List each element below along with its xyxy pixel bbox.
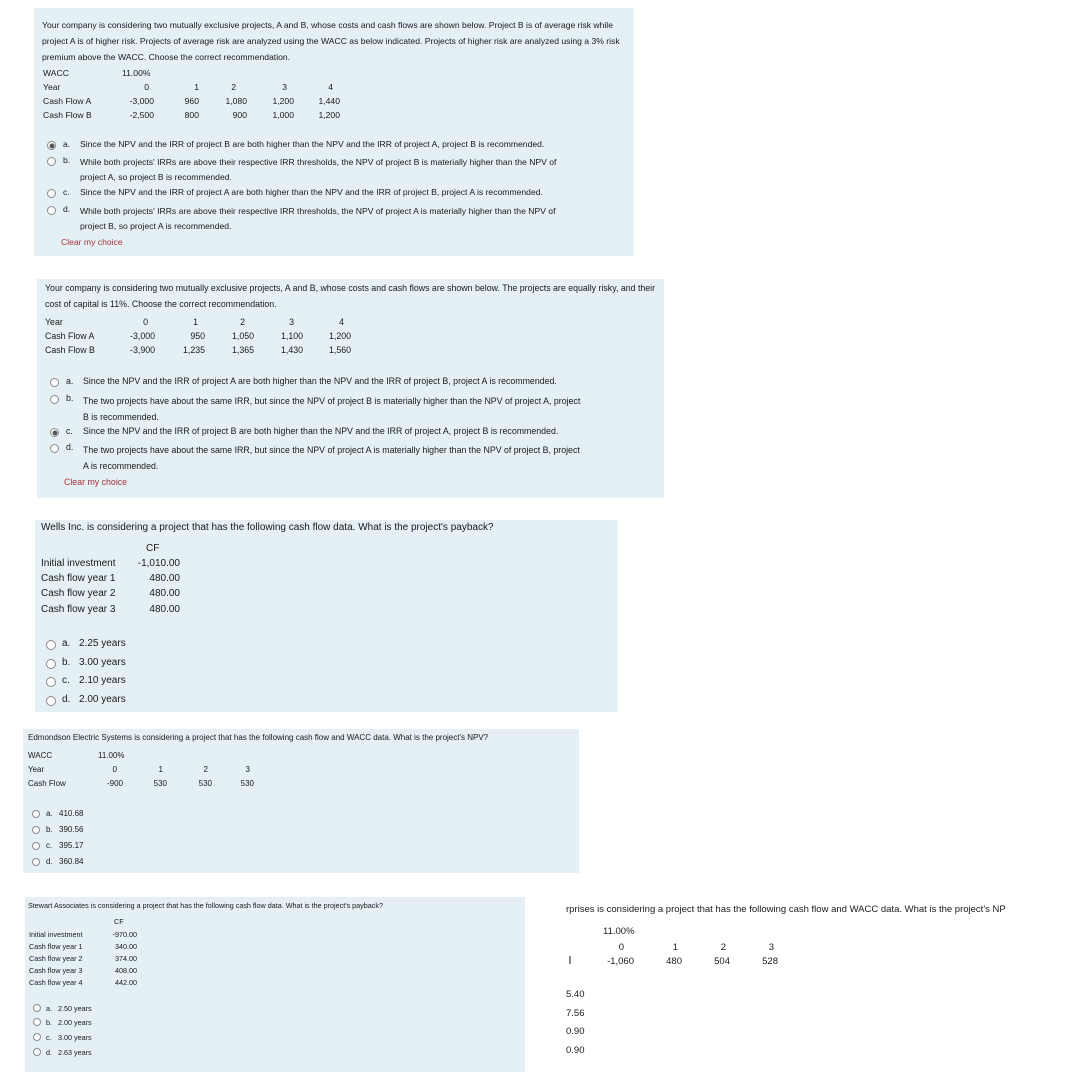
option-text: 2.50 years [58, 1004, 92, 1013]
radio-button[interactable] [47, 189, 56, 198]
option-text: While both projects' IRRs are above their respective IRR thresholds, the NPV of project A is materially higher than the NPV of [80, 206, 556, 216]
option-c[interactable] [32, 841, 83, 850]
question-6-text: rprises is considering a project that has the following cash flow and WACC data. What is the project's NP [566, 904, 1006, 915]
option-letter: b. [46, 825, 53, 834]
cash-flow-label: Cash Flow [28, 779, 66, 788]
option-letter: a. [46, 1004, 52, 1013]
radio-button[interactable] [33, 1004, 41, 1012]
year-1: 1 [194, 82, 199, 92]
option-text: Since the NPV and the IRR of project B are both higher than the NPV and the IRR of project A, project B is recommended. [80, 139, 545, 149]
option-b[interactable] [32, 825, 83, 834]
year-3: 3 [768, 942, 774, 953]
radio-button-selected[interactable] [50, 428, 59, 437]
year-3: 3 [245, 765, 250, 774]
option-d[interactable] [33, 1048, 92, 1057]
cf-header: CF [114, 917, 124, 926]
option-letter: a. [63, 139, 71, 149]
cf-header: CF [146, 543, 160, 554]
year-0: 0 [144, 82, 149, 92]
wacc-value: 11.00% [122, 68, 151, 78]
option-text: 2.25 years [79, 638, 126, 649]
question-4-text: Edmondson Electric Systems is considering a project that has the following cash flow and WACC data. What is the project's NPV? [28, 733, 489, 742]
option-text: 410.68 [59, 809, 84, 818]
option-b[interactable] [33, 1018, 92, 1027]
year-1: 1 [193, 317, 198, 327]
option-letter: b. [66, 393, 74, 403]
year-label: Year [28, 765, 45, 774]
option-letter: d. [62, 694, 71, 705]
radio-button[interactable] [46, 677, 56, 687]
cash-flow-1: 530 [153, 779, 167, 788]
wacc-value: 11.00% [603, 926, 635, 937]
option-a[interactable] [47, 139, 544, 150]
option-text: 2.10 years [79, 675, 126, 686]
option-c[interactable] [33, 1033, 92, 1042]
cash-flow-year-4-value: 442.00 [115, 978, 137, 987]
option-letter: d. [46, 857, 53, 866]
option-letter: a. [46, 809, 53, 818]
cash-flow-year-1-value: 340.00 [115, 942, 137, 951]
cash-flow-year-2-label: Cash flow year 2 [29, 954, 83, 963]
cash-flow-year-3-value: 480.00 [149, 604, 180, 615]
option-text: 3.00 years [58, 1033, 92, 1042]
clear-choice-link[interactable]: Clear my choice [64, 477, 128, 487]
radio-button[interactable] [47, 157, 56, 166]
question-2-text: Your company is considering two mutually exclusive projects, A and B, whose costs and cash flows are shown below. The projects are equally risky, and their cost of capital is 11%. Choose the correct recommendation. [45, 283, 656, 309]
year-4: 4 [339, 317, 344, 327]
cash-flow-b-4: 1,200 [318, 110, 340, 120]
cash-flow-a-label: Cash Flow A [43, 96, 92, 106]
cash-flow-2: 504 [714, 956, 730, 967]
cash-flow-b-3: 1,000 [272, 110, 294, 120]
cash-flow-0: -900 [106, 779, 123, 788]
radio-button[interactable] [32, 826, 40, 834]
question-3-panel [35, 520, 618, 712]
option-text: 2.00 years [58, 1018, 92, 1027]
option-letter: c. [63, 187, 70, 197]
cash-flow-3: 528 [762, 956, 778, 967]
cash-flow-year-2-label: Cash flow year 2 [41, 588, 116, 599]
radio-button[interactable] [46, 696, 56, 706]
cash-flow-b-1: 1,235 [182, 345, 205, 355]
option-text: The two projects have about the same IRR, but since the NPV of project A is materially higher than the NPV of project B, project [83, 445, 580, 455]
option-text: Since the NPV and the IRR of project A are both higher than the NPV and the IRR of project B, project A is recommended. [80, 187, 543, 197]
year-4: 4 [328, 82, 333, 92]
partial-radio-mark [569, 956, 571, 964]
cash-flow-year-3-value: 408.00 [115, 966, 137, 975]
radio-button[interactable] [50, 378, 59, 387]
option-text-continued: project B, so project A is recommended. [80, 221, 232, 231]
option-d[interactable] [50, 442, 580, 474]
initial-investment-value: -1,010.00 [137, 558, 180, 569]
option-text: Since the NPV and the IRR of project B are both higher than the NPV and the IRR of project A, project B is recommended. [83, 426, 559, 436]
year-2: 2 [720, 942, 726, 953]
option-letter: b. [46, 1018, 52, 1027]
option-text: 360.84 [59, 857, 84, 866]
radio-button[interactable] [46, 640, 56, 650]
question-5-text: Stewart Associates is considering a project that has the following cash flow data. What is the project's payback? [28, 901, 383, 910]
cash-flow-b-1: 800 [184, 110, 199, 120]
option-a[interactable] [33, 1004, 92, 1013]
option-b[interactable] [50, 393, 580, 425]
radio-button-selected[interactable] [47, 141, 56, 150]
radio-button[interactable] [47, 206, 56, 215]
cash-flow-a-label: Cash Flow A [45, 331, 95, 341]
year-1: 1 [158, 765, 163, 774]
option-text: 395.17 [59, 841, 84, 850]
initial-investment-label: Initial investment [41, 558, 116, 569]
option-text-continued: A is recommended. [83, 461, 159, 471]
cash-flow-b-0: -2,500 [129, 110, 154, 120]
cash-flow-year-4-label: Cash flow year 4 [29, 978, 83, 987]
year-3: 3 [289, 317, 294, 327]
cash-flow-a-3: 1,100 [280, 331, 303, 341]
cash-flow-0: -1,060 [607, 956, 634, 967]
cash-flow-a-4: 1,200 [328, 331, 351, 341]
option-a-partial[interactable]: 5.40 [566, 989, 585, 1000]
option-text: 2.63 years [58, 1048, 92, 1057]
option-b-partial[interactable]: 7.56 [566, 1008, 585, 1019]
option-d[interactable] [32, 857, 83, 866]
initial-investment-value: -970.00 [112, 930, 137, 939]
year-0: 0 [618, 942, 624, 953]
year-label: Year [43, 82, 61, 92]
option-b[interactable] [47, 155, 556, 185]
option-a[interactable] [32, 809, 83, 818]
option-letter: c. [46, 841, 53, 850]
option-text: The two projects have about the same IRR, but since the NPV of project B is materially higher than the NPV of project A, project [83, 396, 581, 406]
question-6-fragment [566, 900, 1080, 1070]
cash-flow-b-4: 1,560 [328, 345, 351, 355]
cash-flow-a-3: 1,200 [272, 96, 294, 106]
wacc-value: 11.00% [98, 751, 125, 760]
radio-button[interactable] [33, 1018, 41, 1026]
option-letter: c. [62, 675, 70, 686]
wacc-label: WACC [43, 68, 69, 78]
option-text: 390.56 [59, 825, 84, 834]
question-5-panel [25, 897, 525, 1072]
cash-flow-year-2-value: 374.00 [115, 954, 137, 963]
question-1-panel [34, 8, 634, 256]
option-c[interactable] [50, 426, 558, 437]
option-letter: a. [66, 376, 74, 386]
initial-investment-label: Initial investment [29, 930, 83, 939]
radio-button[interactable] [50, 395, 59, 404]
option-text: 2.00 years [79, 694, 126, 705]
option-text: While both projects' IRRs are above their respective IRR thresholds, the NPV of project B is materially higher than the NPV of [80, 157, 557, 167]
question-4-panel [23, 729, 579, 873]
cash-flow-a-1: 960 [184, 96, 199, 106]
radio-button[interactable] [50, 444, 59, 453]
cash-flow-3: 530 [240, 779, 254, 788]
option-letter: d. [46, 1048, 52, 1057]
option-text-continued: B is recommended. [83, 412, 159, 422]
radio-button[interactable] [46, 659, 56, 669]
option-text: 3.00 years [79, 657, 126, 668]
radio-button[interactable] [32, 842, 40, 850]
radio-button[interactable] [33, 1033, 41, 1041]
option-text-continued: project A, so project B is recommended. [80, 172, 232, 182]
wacc-label: WACC [28, 751, 53, 760]
cash-flow-b-label: Cash Flow B [45, 345, 95, 355]
option-c-partial[interactable]: 0.90 [566, 1026, 585, 1037]
question-1-text: Your company is considering two mutually exclusive projects, A and B, whose costs and cash flows are shown below. Project B is of average risk while project A is of higher risk. Projects of average risk are analyzed using the WACC as below indicated. Projects of higher risk are analyzed using a 3% risk premium above the WACC. Choose the correct recommendation. [42, 20, 620, 62]
cash-flow-year-1-label: Cash flow year 1 [41, 573, 116, 584]
cash-flow-a-4: 1,440 [318, 96, 340, 106]
option-letter: c. [46, 1033, 52, 1042]
option-d[interactable] [46, 694, 126, 706]
cash-flow-b-3: 1,430 [280, 345, 303, 355]
cash-flow-a-1: 950 [190, 331, 205, 341]
year-2: 2 [231, 82, 236, 92]
option-c[interactable] [46, 675, 126, 687]
option-a[interactable] [50, 376, 557, 387]
cash-flow-a-2: 1,080 [225, 96, 247, 106]
cash-flow-a-2: 1,050 [231, 331, 254, 341]
cash-flow-b-label: Cash Flow B [43, 110, 92, 120]
year-3: 3 [282, 82, 287, 92]
radio-button[interactable] [33, 1048, 41, 1056]
option-letter: b. [63, 155, 71, 165]
cash-flow-a-0: -3,000 [129, 96, 154, 106]
option-letter: d. [63, 204, 71, 214]
option-text: Since the NPV and the IRR of project A are both higher than the NPV and the IRR of project B, project A is recommended. [83, 376, 557, 386]
year-2: 2 [203, 765, 208, 774]
cash-flow-year-3-label: Cash flow year 3 [41, 604, 116, 615]
option-letter: a. [62, 638, 71, 649]
option-c[interactable] [47, 187, 543, 198]
option-letter: c. [66, 426, 73, 436]
cash-flow-2: 530 [198, 779, 212, 788]
option-letter: b. [62, 657, 71, 668]
radio-button[interactable] [32, 810, 40, 818]
radio-button[interactable] [32, 858, 40, 866]
year-0: 0 [143, 317, 148, 327]
question-2-panel [37, 279, 664, 498]
cash-flow-year-3-label: Cash flow year 3 [29, 966, 83, 975]
cash-flow-1: 480 [666, 956, 682, 967]
year-label: Year [45, 317, 63, 327]
question-3-text: Wells Inc. is considering a project that has the following cash flow data. What is the project's payback? [41, 522, 494, 533]
option-d[interactable] [47, 204, 555, 234]
option-b[interactable] [46, 657, 126, 669]
cash-flow-b-2: 1,365 [231, 345, 254, 355]
option-d-partial[interactable]: 0.90 [566, 1045, 585, 1056]
cash-flow-year-1-value: 480.00 [149, 573, 180, 584]
option-letter: d. [66, 442, 74, 452]
cash-flow-year-1-label: Cash flow year 1 [29, 942, 83, 951]
clear-choice-link[interactable]: Clear my choice [61, 237, 123, 247]
year-1: 1 [672, 942, 678, 953]
option-a[interactable] [46, 638, 126, 650]
cash-flow-b-0: -3,900 [130, 345, 155, 355]
cash-flow-year-2-value: 480.00 [149, 588, 180, 599]
year-0: 0 [112, 765, 117, 774]
cash-flow-b-2: 900 [232, 110, 247, 120]
year-2: 2 [240, 317, 245, 327]
cash-flow-a-0: -3,000 [130, 331, 155, 341]
